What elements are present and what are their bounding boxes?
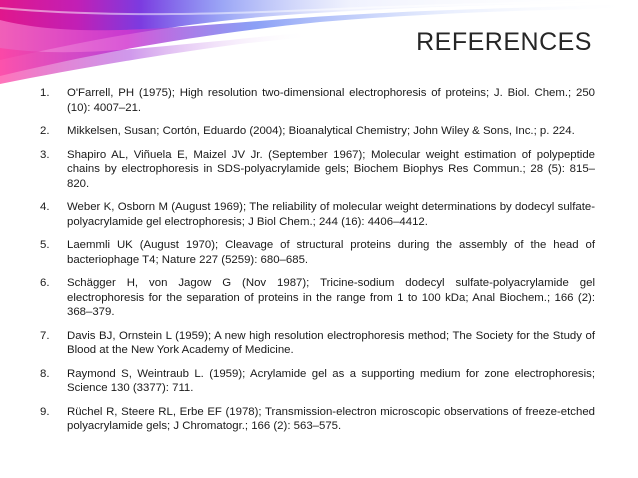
list-item bbox=[40, 200, 595, 229]
reference-number: 6. bbox=[40, 277, 50, 289]
reference-text: Laemmli UK (August 1970); Cleavage of structural proteins during the assembly of the head of bacteriophage T4; Nature 227 (5259): 680–685. bbox=[67, 239, 595, 266]
reference-number: 2. bbox=[40, 125, 50, 137]
reference-text: Shapiro AL, Viñuela E, Maizel JV Jr. (September 1967); Molecular weight estimation of polypeptide chains by electrophoresis in SDS-polyacrylamide gels; Biochem Biophys Res Commun.; 28 (5): 815–820. bbox=[67, 148, 595, 190]
reference-text: Rüchel R, Steere RL, Erbe EF (1978); Transmission-electron microscopic observations of freeze-etched polyacrylamide gels; J Chromatogr.; 166 (2): 563–575. bbox=[67, 405, 595, 432]
reference-number: 3. bbox=[40, 148, 50, 161]
reference-number: 8. bbox=[40, 367, 50, 380]
reference-text: Davis BJ, Ornstein L (1959); A new high resolution electrophoresis method; The Society for the Study of Blood at the New York Academy of Medicine. bbox=[67, 329, 595, 356]
reference-text: Mikkelsen, Susan; Cortón, Eduardo (2004); Bioanalytical Chemistry; John Wiley & Sons, Inc.; p. 224. bbox=[67, 125, 575, 137]
reference-number: 9. bbox=[40, 405, 50, 418]
list-item bbox=[40, 238, 595, 267]
reference-text: Weber K, Osborn M (August 1969); The reliability of molecular weight determinations by dodecyl sulfate-polyacrylamide gel electrophoresis; J Biol Chem.; 244 (16): 4406–4412. bbox=[67, 201, 595, 228]
reference-number: 1. bbox=[40, 87, 50, 99]
reference-number: 4. bbox=[40, 201, 50, 213]
reference-text: Schägger H, von Jagow G (Nov 1987); Tricine-sodium dodecyl sulfate-polyacrylamide gel electrophoresis for the separation of proteins in the range from 1 to 100 kDa; Anal Biochem.; 166 (2): 368–379. bbox=[67, 277, 595, 318]
reference-text: O'Farrell, PH (1975); High resolution two-dimensional electrophoresis of proteins; J. Biol. Chem.; 250 (10): 4007–21. bbox=[67, 87, 595, 114]
reference-list bbox=[40, 86, 595, 443]
list-item bbox=[40, 148, 595, 192]
list-item bbox=[40, 367, 595, 396]
reference-number: 7. bbox=[40, 329, 50, 342]
reference-text: Raymond S, Weintraub L. (1959); Acrylamide gel as a supporting medium for zone electrophoresis; Science 130 (3377): 711. bbox=[67, 367, 595, 394]
list-item bbox=[40, 329, 595, 358]
list-item bbox=[40, 405, 595, 434]
list-item bbox=[40, 276, 595, 320]
page-title: REFERENCES bbox=[416, 28, 592, 56]
list-item bbox=[40, 124, 595, 139]
reference-number: 5. bbox=[40, 239, 50, 251]
list-item bbox=[40, 86, 595, 115]
